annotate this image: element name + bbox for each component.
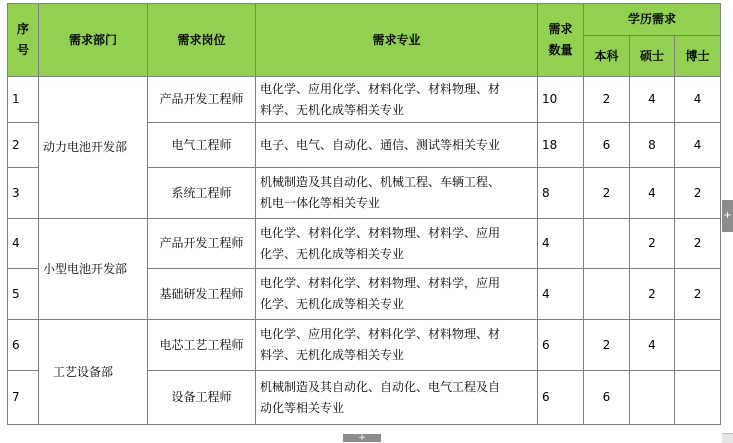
cell-quantity[interactable]: 6 [538, 320, 584, 371]
cell-dept-small-battery[interactable]: 小型电池开发部 [39, 219, 148, 320]
cell-seq[interactable]: 5 [8, 269, 39, 320]
cell-master[interactable]: 4 [630, 168, 675, 219]
table-row [8, 320, 721, 371]
cell-seq[interactable]: 7 [8, 371, 39, 425]
header-dept[interactable]: 需求部门 [39, 4, 148, 77]
cell-major[interactable] [256, 320, 538, 371]
cell-position[interactable]: 产品开发工程师 [148, 77, 256, 123]
cell-major[interactable] [256, 219, 538, 269]
cell-major[interactable] [256, 371, 538, 425]
cell-dept-power-battery[interactable]: 动力电池开发部 [39, 77, 148, 219]
major-line: 料学、无机化成等相关专业 [260, 102, 405, 117]
header-seq-label: 序号 [16, 22, 29, 57]
cell-seq[interactable]: 3 [8, 168, 39, 219]
cell-master[interactable] [630, 371, 675, 425]
major-line: 机械制造及其自动化、自动化、电气工程及自 [260, 379, 501, 394]
cell-master[interactable]: 4 [630, 77, 675, 123]
cell-position[interactable]: 电气工程师 [148, 123, 256, 168]
cell-position[interactable]: 产品开发工程师 [148, 219, 256, 269]
cell-seq[interactable]: 4 [8, 219, 39, 269]
cell-bachelor[interactable] [584, 269, 630, 320]
header-quantity-label: 需求数量 [548, 22, 573, 57]
cell-quantity[interactable]: 8 [538, 168, 584, 219]
header-bachelor[interactable]: 本科 [584, 36, 630, 77]
header-doctor[interactable]: 博士 [675, 36, 721, 77]
cell-position[interactable]: 设备工程师 [148, 371, 256, 425]
header-position[interactable]: 需求岗位 [148, 4, 256, 77]
cell-bachelor[interactable]: 6 [584, 371, 630, 425]
cell-quantity[interactable]: 4 [538, 269, 584, 320]
cell-doctor[interactable]: 4 [675, 77, 721, 123]
cell-doctor[interactable]: 4 [675, 123, 721, 168]
cell-bachelor[interactable]: 2 [584, 77, 630, 123]
table-row [8, 219, 721, 269]
cell-master[interactable]: 4 [630, 320, 675, 371]
cell-quantity[interactable]: 4 [538, 219, 584, 269]
cell-seq[interactable]: 6 [8, 320, 39, 371]
cell-master[interactable]: 2 [630, 219, 675, 269]
major-line: 电化学、材料化学、材料物理、材料学、应用 [260, 225, 501, 240]
major-line: 动化等相关专业 [260, 400, 345, 415]
cell-doctor[interactable] [675, 320, 721, 371]
cell-quantity[interactable]: 6 [538, 371, 584, 425]
cell-quantity[interactable]: 18 [538, 123, 584, 168]
major-line: 化学、无机化成等相关专业 [260, 297, 405, 311]
major-line: 机电一体化等相关专业 [260, 196, 381, 210]
cell-bachelor[interactable]: 2 [584, 168, 630, 219]
cell-doctor[interactable]: 2 [675, 269, 721, 320]
cell-bachelor[interactable] [584, 219, 630, 269]
header-master[interactable]: 硕士 [630, 36, 675, 77]
cell-position[interactable]: 系统工程师 [148, 168, 256, 219]
cell-doctor[interactable] [675, 371, 721, 425]
cell-major[interactable] [256, 168, 538, 219]
header-major[interactable]: 需求专业 [256, 4, 538, 77]
cell-seq[interactable]: 1 [8, 77, 39, 123]
major-line: 电化学、应用化学、材料化学、材料物理、材 [260, 81, 501, 96]
expand-row-button[interactable]: + [343, 434, 381, 442]
cell-bachelor[interactable]: 6 [584, 123, 630, 168]
major-line: 机械制造及其自动化、机械工程、车辆工程、 [260, 175, 501, 189]
header-quantity[interactable] [538, 4, 584, 77]
cell-major[interactable] [256, 77, 538, 123]
cell-doctor[interactable]: 2 [675, 219, 721, 269]
cell-master[interactable]: 2 [630, 269, 675, 320]
recruitment-table [7, 3, 721, 425]
major-line: 电化学、应用化学、材料化学、材料物理、材 [260, 327, 501, 341]
cell-doctor[interactable]: 2 [675, 168, 721, 219]
cell-position[interactable]: 基础研发工程师 [148, 269, 256, 320]
cell-major[interactable] [256, 123, 538, 168]
cell-dept-process-equipment[interactable]: 工艺设备部 [39, 320, 148, 425]
cell-seq[interactable]: 2 [8, 123, 39, 168]
cell-quantity[interactable]: 10 [538, 77, 584, 123]
table-row [8, 77, 721, 123]
cell-major[interactable] [256, 269, 538, 320]
major-line: 料学、无机化成等相关专业 [260, 348, 405, 362]
cell-position[interactable]: 电芯工艺工程师 [148, 320, 256, 371]
cell-master[interactable]: 8 [630, 123, 675, 168]
major-line: 电子、电气、自动化、通信、测试等相关专业 [260, 137, 501, 152]
header-education[interactable]: 学历需求 [584, 4, 721, 36]
major-line: 电化学、材料化学、材料物理、材料学，应用 [260, 276, 501, 290]
cell-bachelor[interactable]: 2 [584, 320, 630, 371]
header-row-top [8, 4, 721, 36]
header-seq[interactable] [8, 4, 39, 77]
expand-column-button[interactable]: + [722, 200, 733, 232]
major-line: 化学、无机化成等相关专业 [260, 246, 405, 261]
